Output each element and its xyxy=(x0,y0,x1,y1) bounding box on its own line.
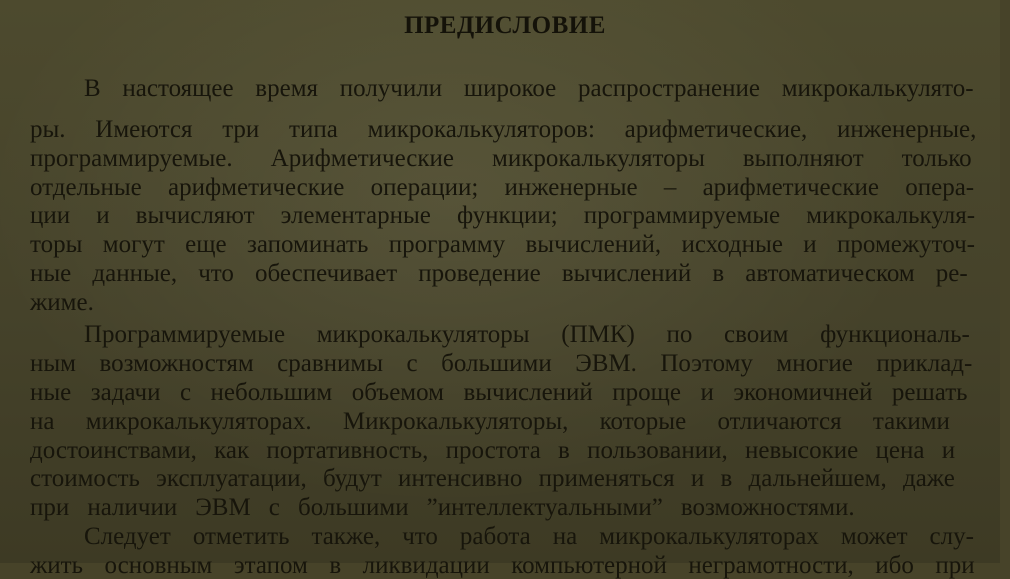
text-line: на микрокалькуляторах. Микрокалькуляторы, которые отличаются такими xyxy=(30,408,950,435)
text-line: Следует отметить также, что работа на микрокалькуляторах может слу- xyxy=(84,523,974,550)
text-line: достоинствами, как портативность, простота в пользовании, невысокие цена и xyxy=(30,437,956,464)
text-line: ры. Имеются три типа микрокалькуляторов: арифметические, инженерные, xyxy=(30,116,977,143)
text-line: торы могут еще запоминать программу вычислений, исходные и промежуточ- xyxy=(30,231,975,258)
text-line: стоимость эксплуатации, будут интенсивно применяться и в дальнейшем, даже xyxy=(30,465,955,492)
text-line: жить основным этапом в ликвидации компьютерной неграмотности, ибо при xyxy=(30,552,975,579)
text-line: ные задачи с небольшим объемом вычислений проще и экономичней решать xyxy=(30,379,968,406)
text-line: жиме. xyxy=(30,289,94,316)
text-line: ным возможностям сравнимы с большими ЭВМ. Поэтому многие приклад- xyxy=(30,350,973,377)
page-title: ПРЕДИСЛОВИЕ xyxy=(404,12,606,39)
text-line: Программируемые микрокалькуляторы (ПМК) по своим функциональ- xyxy=(84,321,970,348)
text-line: отдельные арифметические операции; инженерные – арифметические опера- xyxy=(30,174,975,201)
text-line: ции и вычисляют элементарные функции; программируемые микрокалькуля- xyxy=(30,202,976,229)
text-line: программируемые. Арифметические микрокалькуляторы выполняют только xyxy=(30,145,972,172)
text-line: В настоящее время получили широкое распространение микрокалькулято- xyxy=(84,75,974,102)
text-line: ные данные, что обеспечивает проведение вычислений в автоматическом ре- xyxy=(30,260,968,287)
text-line: при наличии ЭВМ с большими ”интеллектуальными” возможностями. xyxy=(30,494,855,521)
